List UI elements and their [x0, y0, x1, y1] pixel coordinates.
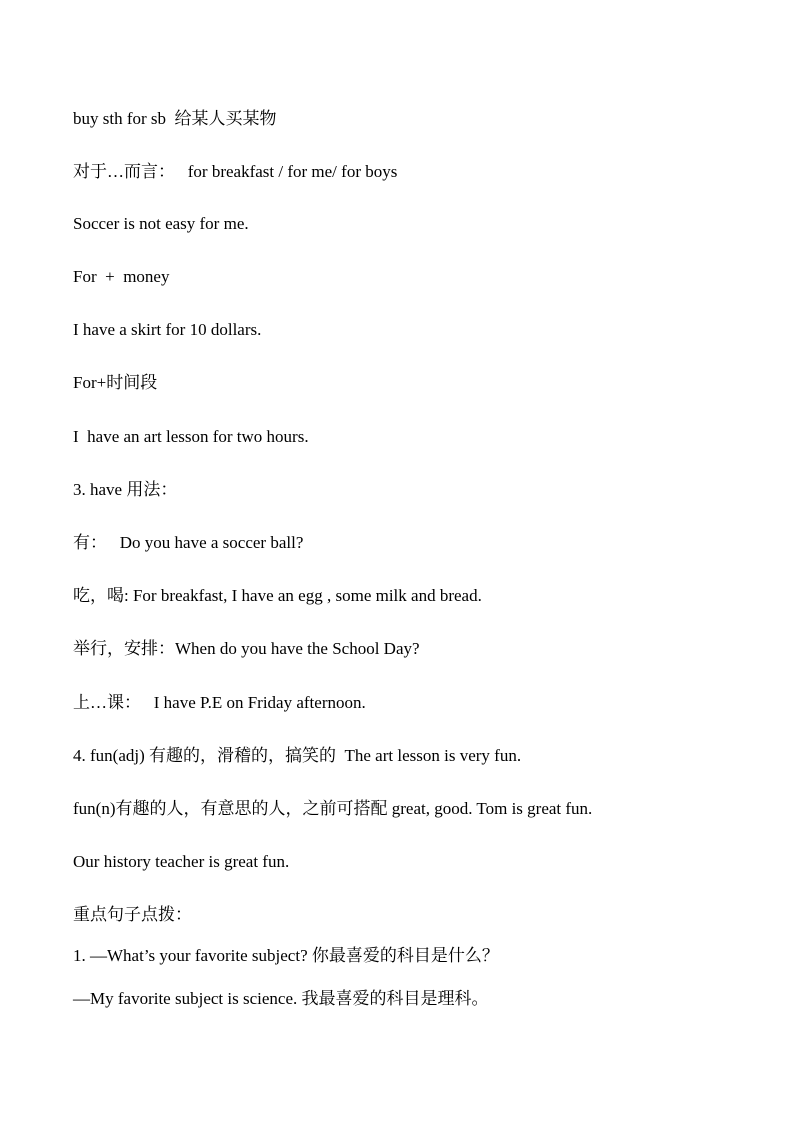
text-line-question-favorite-subject: 1. —What’s your favorite subject? 你最喜爱的科目是什么？	[73, 946, 499, 965]
text-line-have-class: 上…课： I have P.E on Friday afternoon.	[73, 693, 366, 712]
text-line-example-soccer: Soccer is not easy for me.	[73, 214, 249, 233]
text-line-buy-sth-for-sb: buy sth for sb 给某人买某物	[73, 109, 277, 128]
text-line-answer-favorite-subject: —My favorite subject is science. 我最喜爱的科目是理科。	[73, 989, 489, 1008]
text-line-for-meaning: 对于…而言： for breakfast / for me/ for boys	[73, 162, 398, 181]
section-heading-key-sentences: 重点句子点拨：	[73, 905, 192, 924]
text-line-fun-noun: fun(n)有趣的人，有意思的人，之前可搭配 great, good. Tom is great fun.	[73, 799, 593, 818]
section-heading-have-usage: 3. have 用法：	[73, 480, 178, 499]
text-line-have-eat-drink: 吃，喝: For breakfast, I have an egg , some milk and bread.	[73, 586, 482, 605]
text-line-have-possess: 有： Do you have a soccer ball?	[73, 533, 304, 552]
text-line-for-money: For + money	[73, 267, 170, 286]
text-line-for-time: For+时间段	[73, 373, 158, 392]
section-heading-fun-adj: 4. fun(adj) 有趣的，滑稽的，搞笑的 The art lesson is very fun.	[73, 746, 522, 765]
text-line-have-hold: 举行，安排：When do you have the School Day?	[73, 639, 420, 658]
text-line-example-art-lesson: I have an art lesson for two hours.	[73, 427, 309, 446]
text-line-example-skirt: I have a skirt for 10 dollars.	[73, 320, 262, 339]
text-line-example-history-teacher: Our history teacher is great fun.	[73, 852, 290, 871]
